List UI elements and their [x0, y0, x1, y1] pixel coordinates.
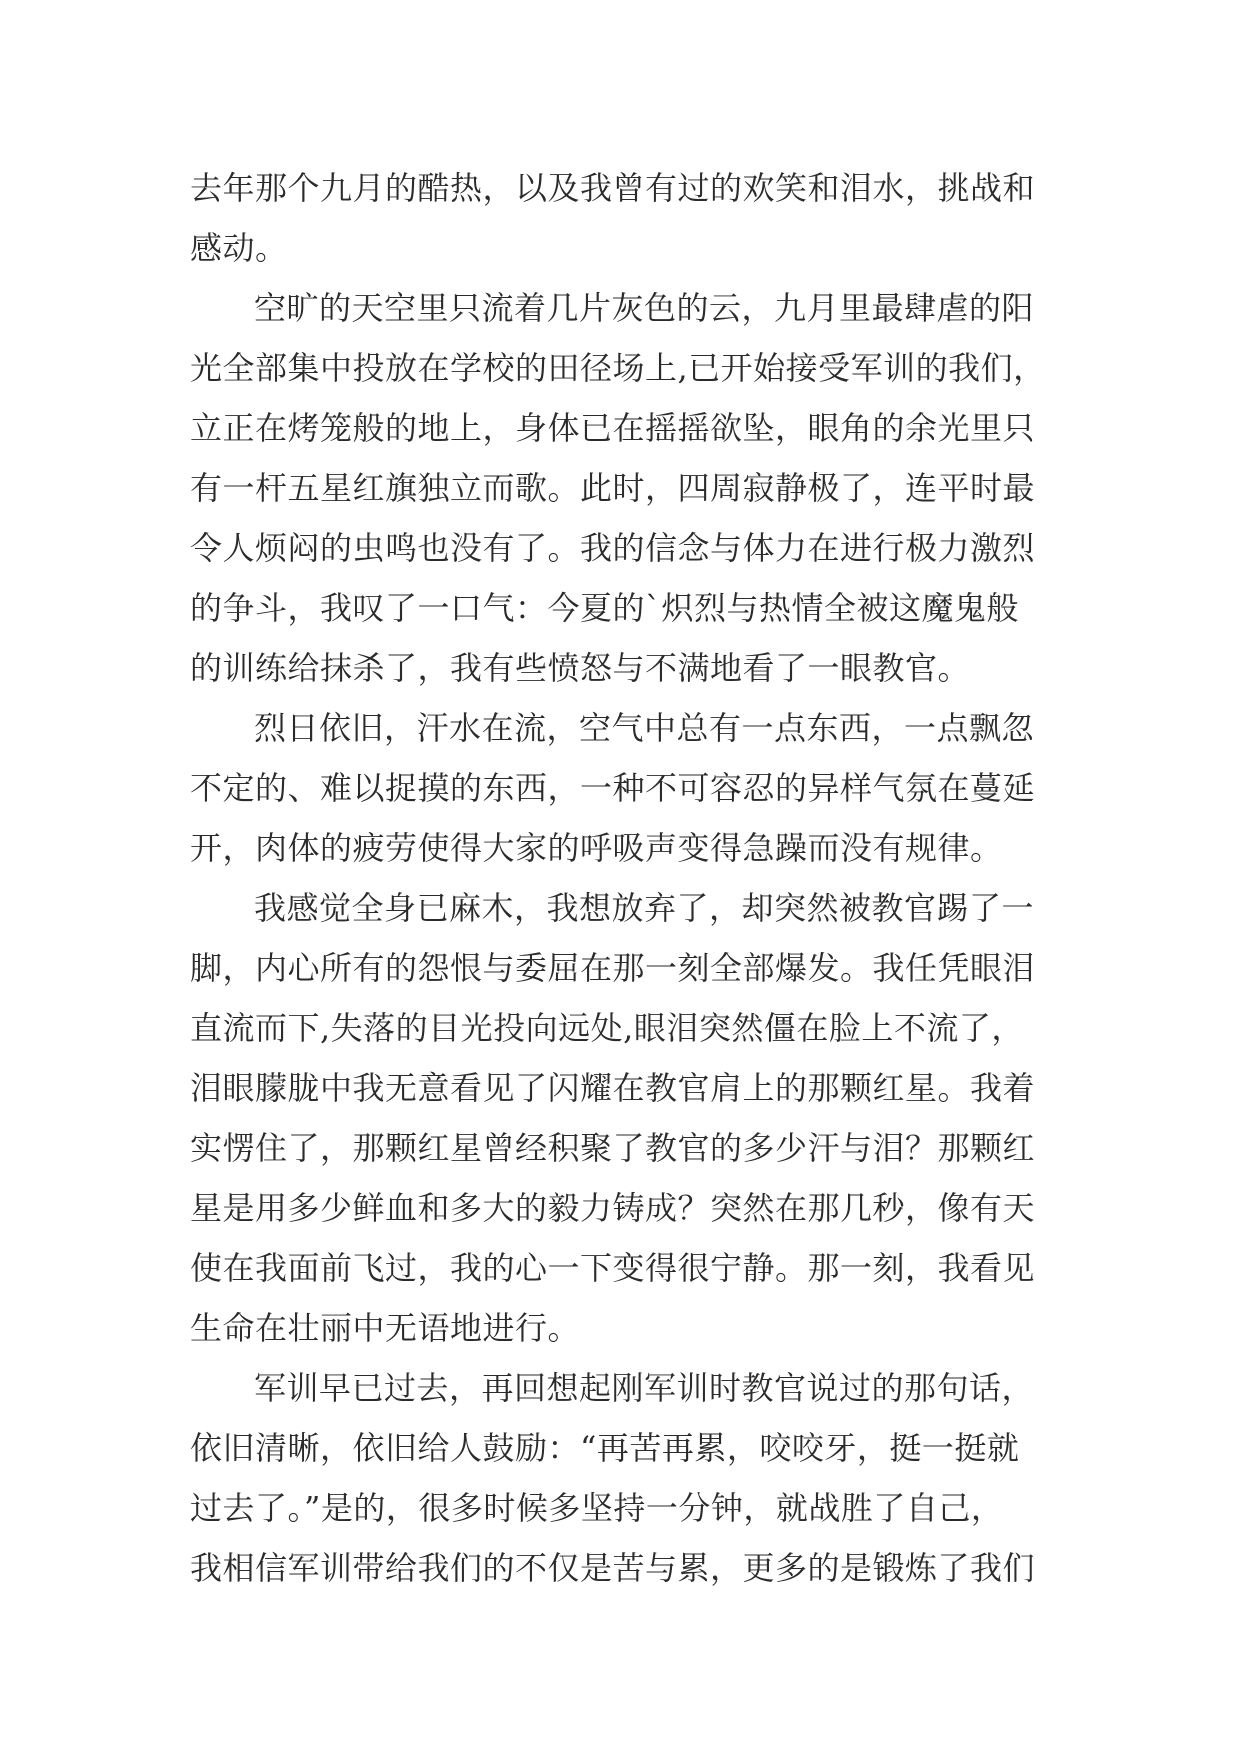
text-line: 依旧清晰，依旧给人鼓励：“再苦再累，咬咬牙，挺一挺就 [190, 1429, 1020, 1467]
text-line: 光全部集中投放在学校的田径场上,已开始接受军训的我们， [190, 349, 1046, 387]
text-line: 空旷的天空里只流着几片灰色的云，九月里最肆虐的阳 [254, 289, 1035, 327]
text-line: 烈日依旧，汗水在流，空气中总有一点东西，一点飘忽 [254, 709, 1035, 747]
text-line: 直流而下,失落的目光投向远处,眼泪突然僵在脸上不流了， [190, 1009, 1024, 1047]
text-line: 令人烦闷的虫鸣也没有了。我的信念与体力在进行极力激烈 [190, 529, 1036, 567]
essay-body [190, 158, 1060, 1598]
text-line: 的争斗，我叹了一口气：今夏的`炽烈与热情全被这魔鬼般 [190, 589, 1020, 627]
text-line: 脚，内心所有的怨恨与委屈在那一刻全部爆发。我任凭眼泪 [190, 949, 1036, 987]
text-line: 有一杆五星红旗独立而歌。此时，四周寂静极了，连平时最 [190, 469, 1036, 507]
text-line: 使在我面前飞过，我的心一下变得很宁静。那一刻，我看见 [190, 1249, 1036, 1287]
text-line: 的训练给抹杀了，我有些愤怒与不满地看了一眼教官。 [190, 649, 971, 687]
text-line: 过去了。”是的，很多时候多坚持一分钟，就战胜了自己， [190, 1489, 1004, 1527]
text-line: 开，肉体的疲劳使得大家的呼吸声变得急躁而没有规律。 [190, 829, 1003, 867]
text-line: 去年那个九月的酷热，以及我曾有过的欢笑和泪水，挑战和 [190, 169, 1036, 207]
text-line: 不定的、难以捉摸的东西，一种不可容忍的异样气氛在蔓延 [190, 769, 1036, 807]
text-line: 泪眼朦胧中我无意看见了闪耀在教官肩上的那颗红星。我着 [190, 1069, 1036, 1107]
text-line: 生命在壮丽中无语地进行。 [190, 1309, 581, 1347]
text-line: 实愣住了，那颗红星曾经积聚了教官的多少汗与泪？那颗红 [190, 1129, 1036, 1167]
text-line: 立正在烤笼般的地上，身体已在摇摇欲坠，眼角的余光里只 [190, 409, 1036, 447]
text-line: 星是用多少鲜血和多大的毅力铸成？突然在那几秒，像有天 [190, 1189, 1036, 1227]
text-line: 我相信军训带给我们的不仅是苦与累，更多的是锻炼了我们 [190, 1549, 1036, 1587]
text-line: 军训早已过去，再回想起刚军训时教官说过的那句话， [254, 1369, 1035, 1407]
text-line: 我感觉全身已麻木，我想放弃了，却突然被教官踢了一 [254, 889, 1035, 927]
text-line: 感动。 [190, 229, 288, 267]
